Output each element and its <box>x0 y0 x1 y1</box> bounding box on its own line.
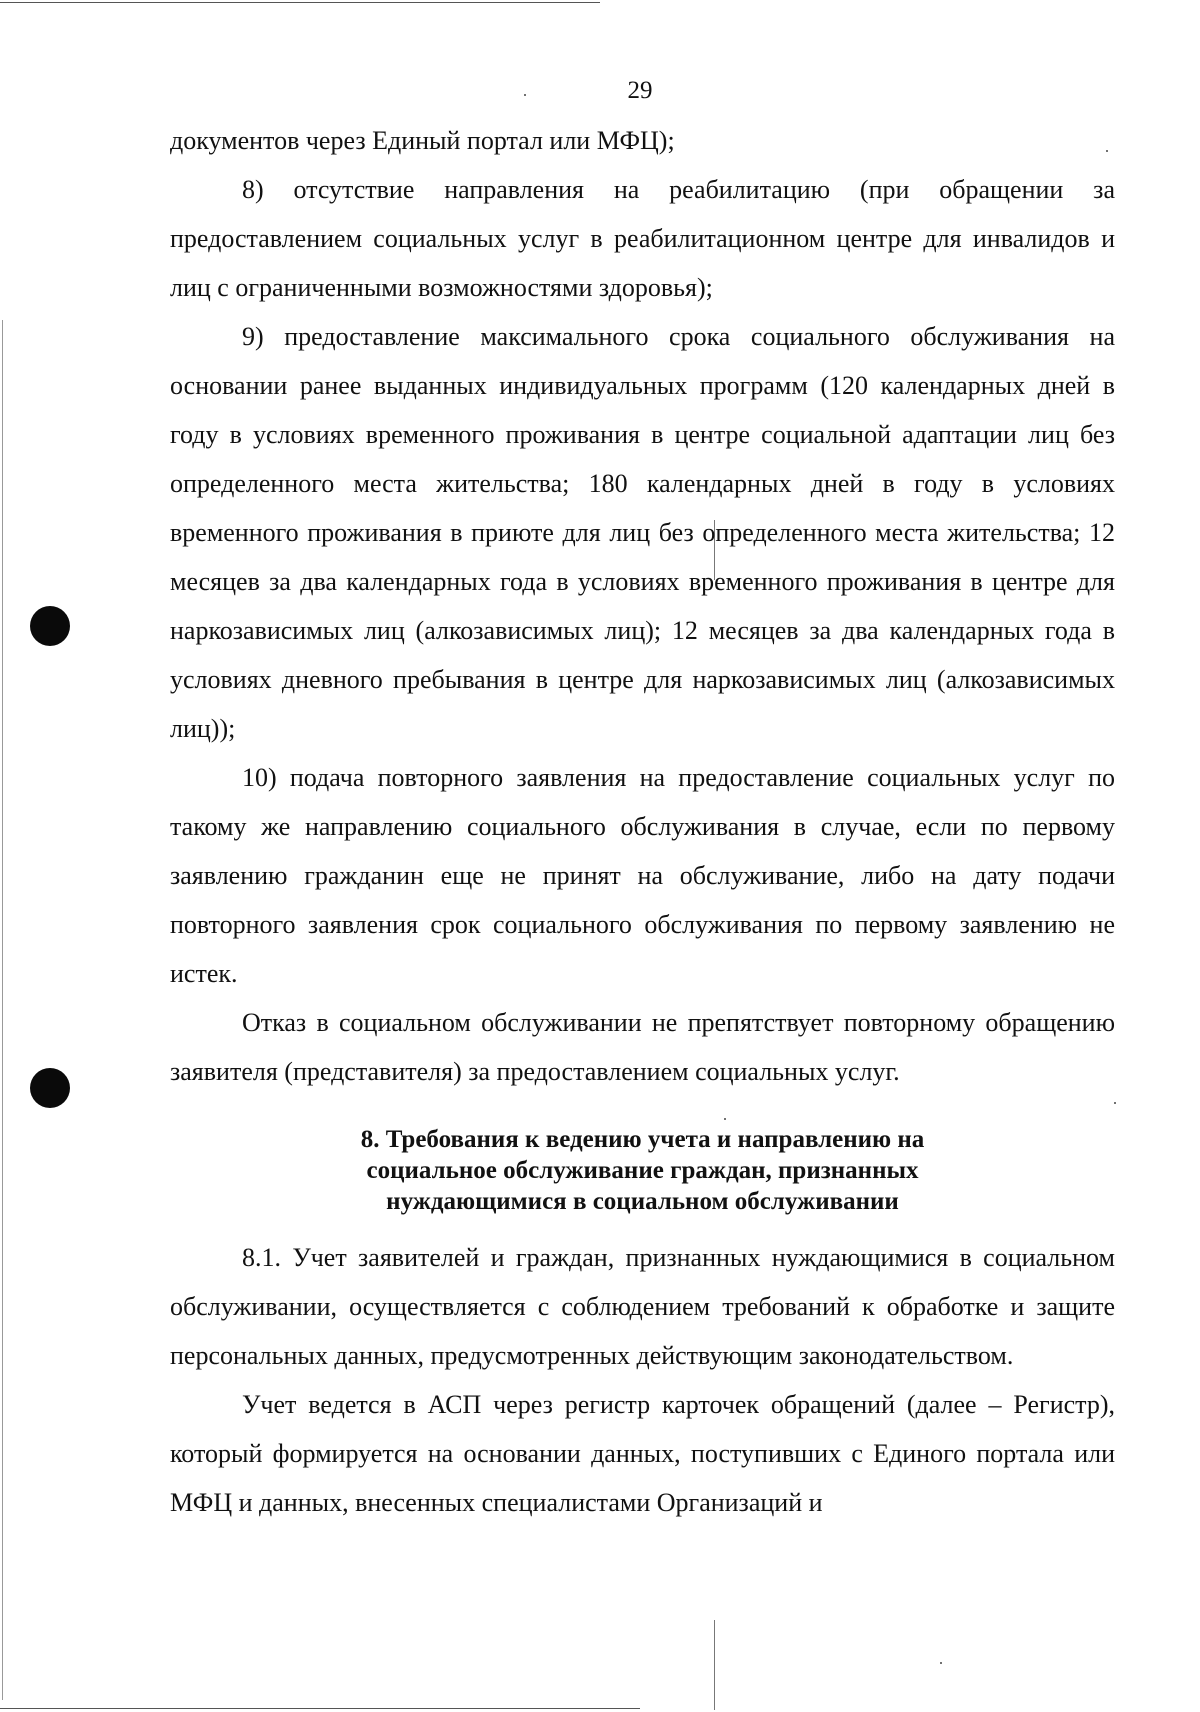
scan-speck <box>940 1662 942 1664</box>
scan-fold-mark <box>714 1620 715 1710</box>
section-heading-line: 8. Требования к ведению учета и направлению на <box>360 1126 925 1153</box>
scan-left-edge <box>2 320 3 1700</box>
paragraph-item-10: 10) подача повторного заявления на предоставление социальных услуг по такому же направлению социального обслуживания в случае, если по первому заявлению гражданин еще не принят на обслуживание, либо на дату подачи повторного заявления срок социального обслуживания по первому заявлению не истек. <box>170 763 1115 988</box>
scan-bottom-edge <box>0 1708 640 1709</box>
section-heading-line: нуждающимися в социальном обслуживании <box>386 1188 899 1215</box>
section-heading-line: социальное обслуживание граждан, признанных <box>366 1157 919 1184</box>
punch-hole-bottom <box>30 1068 70 1108</box>
paragraph-item-9: 9) предоставление максимального срока социального обслуживания на основании ранее выданных индивидуальных программ (120 календарных дней в году в условиях временного проживания в центре социальной адаптации лиц без определенного места жительства; 180 календарных дней в году в условиях временного проживания в приюте для лиц без определенного места жительства; 12 месяцев за два календарных года в условиях временного проживания в центре для наркозависимых лиц (алкозависимых лиц); 12 месяцев за два календарных года в условиях дневного пребывания в центре для наркозависимых лиц (алкозависимых лиц)); <box>170 322 1115 743</box>
punch-hole-top <box>30 606 70 646</box>
paragraph-8-1: 8.1. Учет заявителей и граждан, признанных нуждающимися в социальном обслуживании, осуществляется с соблюдением требований к обработке и защите персональных данных, предусмотренных действующим законодательством. <box>170 1243 1115 1370</box>
page-number: 29 <box>627 77 653 104</box>
document-body <box>170 116 1115 1527</box>
paragraph-continuation: документов через Единый портал или МФЦ); <box>170 126 675 155</box>
section-heading <box>170 1124 1115 1217</box>
paragraph-register: Учет ведется в АСП через регистр карточек обращений (далее – Регистр), который формируется на основании данных, поступивших с Единого портала или МФЦ и данных, внесенных специалистами Организаций и <box>170 1390 1115 1517</box>
scan-top-edge <box>0 2 600 3</box>
paragraph-refusal-note: Отказ в социальном обслуживании не препятствует повторному обращению заявителя (представителя) за предоставлением социальных услуг. <box>170 1008 1115 1086</box>
paragraph-item-8: 8) отсутствие направления на реабилитацию (при обращении за предоставлением социальных услуг в реабилитационном центре для инвалидов и лиц с ограниченными возможностями здоровья); <box>170 175 1115 302</box>
